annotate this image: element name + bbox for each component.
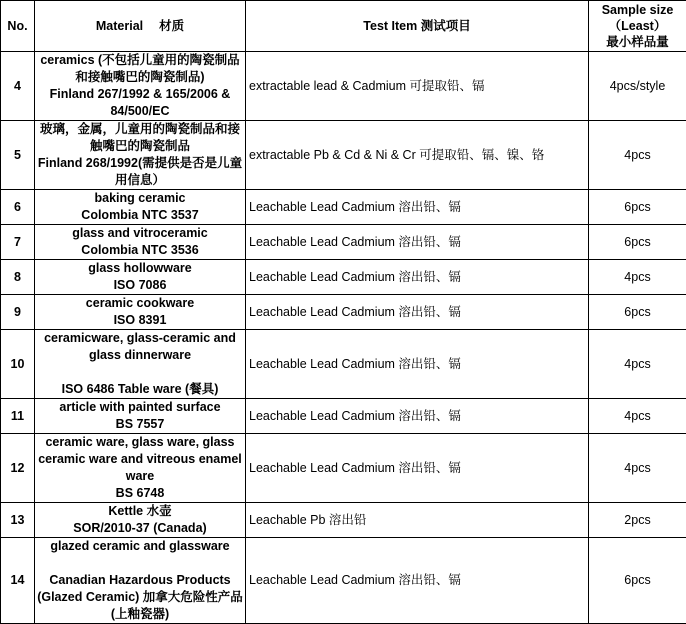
table-row bbox=[1, 52, 686, 121]
row-sample-size: 4pcs/style bbox=[589, 52, 686, 121]
row-material: Kettle 水壶 SOR/2010-37 (Canada) bbox=[35, 503, 246, 538]
row-material: glazed ceramic and glassware Canadian Hazardous Products (Glazed Ceramic) 加拿大危险性产品(上釉瓷器) bbox=[35, 538, 246, 624]
header-no: No. bbox=[1, 1, 35, 52]
row-material: glass and vitroceramic Colombia NTC 3536 bbox=[35, 225, 246, 260]
row-sample-size: 4pcs bbox=[589, 121, 686, 190]
row-material: ceramic ware, glass ware, glass ceramic ware and vitreous enamel ware BS 6748 bbox=[35, 434, 246, 503]
row-sample-size: 6pcs bbox=[589, 190, 686, 225]
row-sample-size: 6pcs bbox=[589, 538, 686, 624]
row-material: ceramics (不包括儿童用的陶瓷制品和接触嘴巴的陶瓷制品) Finland 267/1992 & 165/2006 & 84/500/EC bbox=[35, 52, 246, 121]
row-test-item: Leachable Lead Cadmium 溶出铅、镉 bbox=[246, 399, 589, 434]
table-row bbox=[1, 330, 686, 399]
row-sample-size: 4pcs bbox=[589, 260, 686, 295]
row-test-item: Leachable Lead Cadmium 溶出铅、镉 bbox=[246, 295, 589, 330]
row-no: 14 bbox=[1, 538, 35, 624]
row-test-item: extractable Pb & Cd & Ni & Cr 可提取铅、镉、镍、铬 bbox=[246, 121, 589, 190]
row-material: 玻璃，金属，儿童用的陶瓷制品和接触嘴巴的陶瓷制品 Finland 268/1992(需提供是否是儿童用信息） bbox=[35, 121, 246, 190]
header-sample-size: Sample size （Least） 最小样品量 bbox=[589, 1, 686, 52]
row-test-item: Leachable Lead Cadmium 溶出铅、镉 bbox=[246, 190, 589, 225]
table-row bbox=[1, 295, 686, 330]
row-no: 5 bbox=[1, 121, 35, 190]
row-sample-size: 2pcs bbox=[589, 503, 686, 538]
row-test-item: extractable lead & Cadmium 可提取铅、镉 bbox=[246, 52, 589, 121]
row-material: article with painted surface BS 7557 bbox=[35, 399, 246, 434]
row-test-item: Leachable Lead Cadmium 溶出铅、镉 bbox=[246, 330, 589, 399]
table-row bbox=[1, 190, 686, 225]
table-row bbox=[1, 121, 686, 190]
table-row bbox=[1, 225, 686, 260]
header-material: Material 材质 bbox=[35, 1, 246, 52]
table-row bbox=[1, 503, 686, 538]
row-sample-size: 6pcs bbox=[589, 225, 686, 260]
table-row bbox=[1, 434, 686, 503]
row-material: ceramicware, glass-ceramic and glass dinnerware ISO 6486 Table ware (餐具) bbox=[35, 330, 246, 399]
row-no: 13 bbox=[1, 503, 35, 538]
row-material: ceramic cookware ISO 8391 bbox=[35, 295, 246, 330]
row-sample-size: 6pcs bbox=[589, 295, 686, 330]
header-test-item: Test Item 测试项目 bbox=[246, 1, 589, 52]
header-row bbox=[1, 1, 686, 52]
row-material: baking ceramic Colombia NTC 3537 bbox=[35, 190, 246, 225]
row-sample-size: 4pcs bbox=[589, 399, 686, 434]
row-test-item: Leachable Pb 溶出铅 bbox=[246, 503, 589, 538]
row-material: glass hollowware ISO 7086 bbox=[35, 260, 246, 295]
row-no: 9 bbox=[1, 295, 35, 330]
row-test-item: Leachable Lead Cadmium 溶出铅、镉 bbox=[246, 434, 589, 503]
row-no: 8 bbox=[1, 260, 35, 295]
table-row bbox=[1, 260, 686, 295]
row-no: 10 bbox=[1, 330, 35, 399]
row-no: 11 bbox=[1, 399, 35, 434]
row-test-item: Leachable Lead Cadmium 溶出铅、镉 bbox=[246, 260, 589, 295]
table-row bbox=[1, 399, 686, 434]
row-no: 12 bbox=[1, 434, 35, 503]
row-no: 7 bbox=[1, 225, 35, 260]
table-row bbox=[1, 538, 686, 624]
row-sample-size: 4pcs bbox=[589, 330, 686, 399]
row-no: 4 bbox=[1, 52, 35, 121]
row-test-item: Leachable Lead Cadmium 溶出铅、镉 bbox=[246, 538, 589, 624]
row-sample-size: 4pcs bbox=[589, 434, 686, 503]
row-no: 6 bbox=[1, 190, 35, 225]
row-test-item: Leachable Lead Cadmium 溶出铅、镉 bbox=[246, 225, 589, 260]
